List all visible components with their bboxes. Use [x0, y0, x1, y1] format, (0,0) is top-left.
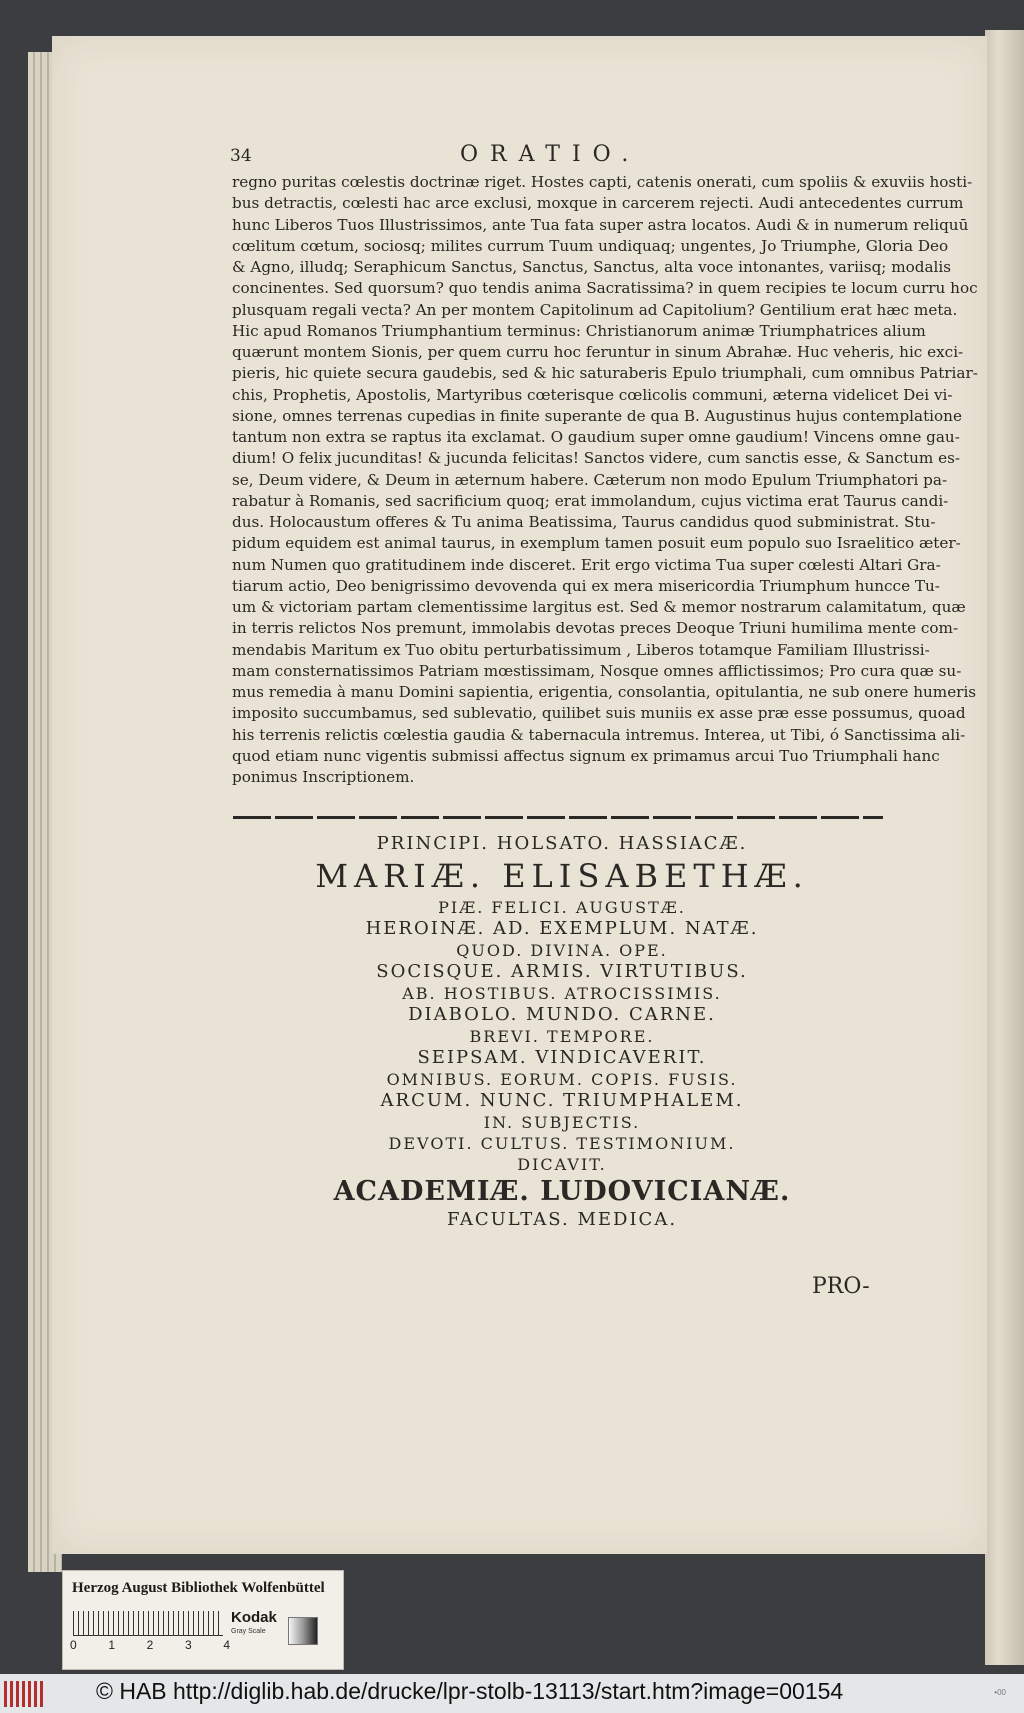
- ruler-number: 0: [70, 1638, 77, 1652]
- text-line: chis, Prophetis, Apostolis, Martyribus cœterisque cœlicolis communi, æterna videlicet Dei vi-: [232, 385, 953, 404]
- text-line: mendabis Maritum ex Tuo obitu perturbatissimum , Liberos totamque Familiam Illustrissi-: [232, 640, 930, 659]
- text-line: se, Deum videre, & Deum in æternum habere. Cæterum non modo Epulum Triumphatori pa-: [232, 470, 948, 489]
- text-line: num Numen quo gratitudinem inde disceret. Erit ergo victima Tua super cœlesti Altari Gra-: [232, 555, 941, 574]
- text-line: pieris, hic quiete secura gaudebis, sed & hic saturaberis Epulo triumphali, cum omnibus Patriar-: [232, 364, 978, 383]
- text-line: sione, omnes terrenas cupedias in finite superante de qua B. Augustinus hujus contemplatione: [232, 406, 962, 425]
- text-line: tantum non extra se raptus ita exclamat. O gaudium super omne gaudium! Vincens omne gau-: [232, 428, 960, 446]
- text-line: rabatur à Romanis, sed sacrificium quoq; erat immolandum, cujus victima erat Taurus candi-: [232, 491, 949, 510]
- text-line: hunc Liberos Tuos Illustrissimos, ante Tua fata super astra locatos. Audi & in numerum reliquū: [232, 215, 969, 234]
- kodak-label: Kodak: [231, 1609, 277, 1626]
- inscription-line: ACADEMIÆ. LUDOVICIANÆ.: [333, 1176, 791, 1207]
- inscription-line: IN. SUBJECTIS.: [483, 1113, 641, 1132]
- text-line: his terrenis relictis cœlestia gaudia & tabernacula intremus. Interea, ut Tibi, ó Sanctissima ali-: [232, 725, 966, 744]
- page-number: 34: [230, 146, 252, 166]
- inscription-line: DICAVIT.: [517, 1155, 607, 1174]
- scale-card: [62, 1570, 344, 1670]
- inscription-line: PRINCIPI. HOLSATO. HASSIACÆ.: [376, 833, 748, 854]
- grayscale-label: Gray Scale: [231, 1628, 266, 1635]
- scale-ruler: [73, 1611, 223, 1636]
- inscription-line: FACULTAS. MEDICA.: [446, 1209, 678, 1230]
- inscription-line: ARCUM. NUNC. TRIUMPHALEM.: [380, 1090, 744, 1111]
- inscription-line: DIABOLO. MUNDO. CARNE.: [408, 1004, 716, 1025]
- text-line: ponimus Inscriptionem.: [232, 768, 415, 786]
- inscription-line: HEROINÆ. AD. EXEMPLUM. NATÆ.: [365, 918, 759, 939]
- text-line: & Agno, illudq; Seraphicum Sanctus, Sanctus, Sanctus, alta voce intonantes, variisq; modalis: [232, 258, 952, 276]
- text-line: mus remedia à manu Domini sapientia, erigentia, consolantia, opitulantia, ne sub onere humeris: [232, 683, 977, 701]
- text-line: imposito succumbamus, sed sublevatio, quilibet suis muniis ex asse præ esse possumus, quoad: [232, 704, 966, 723]
- body-text: [232, 172, 978, 788]
- text-line: plusquam regali vecta? An per montem Capitolinum ad Capitolium? Gentilium erat hæc meta.: [232, 300, 958, 319]
- hab-logo-icon: [4, 1681, 46, 1707]
- ruler-numbers: [70, 1638, 230, 1652]
- inscription-line: SOCISQUE. ARMIS. VIRTUTIBUS.: [376, 961, 748, 982]
- text-line: dus. Holocaustum offeres & Tu anima Beatissima, Taurus candidus quod subministrat. Stu-: [232, 513, 936, 531]
- text-line: cœlitum cœtum, sociosq; milites currum Tuum undiquaq; ungentes, Jo Triumphe, Gloria Deo: [232, 236, 949, 255]
- inscription-line: AB. HOSTIBUS. ATROCISSIMIS.: [402, 984, 722, 1003]
- catchword: PRO-: [812, 1274, 870, 1299]
- text-line: Hic apud Romanos Triumphantium terminus: Christianorum animæ Triumphatrices alium: [232, 321, 926, 340]
- text-line: regno puritas cœlestis doctrinæ riget. Hostes capti, catenis onerati, cum spoliis & exuviis hosti-: [232, 173, 973, 191]
- ornamental-rule: [233, 816, 883, 819]
- footer-bar: [0, 1674, 1024, 1713]
- library-name: Herzog August Bibliothek Wolfenbüttel: [72, 1580, 325, 1596]
- inscription-line: BREVI. TEMPORE.: [469, 1027, 655, 1046]
- text-line: dium! O felix jucunditas! & jucunda felicitas! Sanctos videre, cum sanctis esse, & Sanctum es-: [232, 449, 961, 468]
- text-line: mam consternatissimos Patriam mœstissimam, Nosque omnes afflictissimos; Pro cura quæ su-: [232, 661, 962, 680]
- text-line: in terris relictos Nos premunt, immolabis devotas preces Deoque Triuni humilima mente com-: [232, 619, 959, 638]
- running-head: ORATIO.: [460, 142, 641, 167]
- inscription-line: QUOD. DIVINA. OPE.: [456, 941, 668, 960]
- text-line: bus detractis, cœlesti hac arce exclusi, moxque in carcerem rejecti. Audi antecedentes currum: [232, 194, 964, 213]
- ruler-number: 4: [223, 1638, 230, 1652]
- text-line: pidum equidem est animal taurus, in exemplum tamen posuit eum populo suo Israelitico æter-: [232, 534, 961, 553]
- inscription-line: DEVOTI. CULTUS. TESTIMONIUM.: [388, 1134, 736, 1153]
- text-line: tiarum actio, Deo benigrissimo devovenda qui ex mera misericordia Triumphum huncce Tu-: [232, 576, 940, 595]
- inscription-line: OMNIBUS. EORUM. COPIS. FUSIS.: [386, 1070, 738, 1089]
- inscription-line: SEIPSAM. VINDICAVERIT.: [417, 1047, 707, 1068]
- text-line: quod etiam nunc vigentis submissi affectus signum ex primamus arcui Tuo Triumphali hanc: [232, 746, 940, 765]
- book-spine-edge: [985, 30, 1024, 1665]
- inscription-line: PIÆ. FELICI. AUGUSTÆ.: [438, 898, 686, 917]
- footer-url[interactable]: © HAB http://diglib.hab.de/drucke/lpr-stolb-13113/start.htm?image=00154: [96, 1678, 844, 1704]
- footer-mark: •00: [994, 1688, 1006, 1697]
- ruler-number: 1: [108, 1638, 116, 1652]
- ruler-number: 3: [184, 1638, 192, 1652]
- inscription-line: MARIÆ. ELISABETHÆ.: [315, 857, 809, 895]
- text-line: um & victoriam partam clementissime largitus est. Sed & memor nostrarum calamitatum, quæ: [232, 598, 966, 616]
- gray-swatch: [288, 1617, 318, 1645]
- ruler-number: 2: [146, 1638, 154, 1652]
- text-line: concinentes. Sed quorsum? quo tendis anima Sacratissima? in quem recipies te locum curru hoc: [232, 279, 978, 298]
- inscription-block: [232, 833, 892, 1231]
- text-line: quærunt montem Sionis, per quem curru hoc feruntur in sinum Abrahæ. Huc veheris, hic exci-: [232, 343, 964, 361]
